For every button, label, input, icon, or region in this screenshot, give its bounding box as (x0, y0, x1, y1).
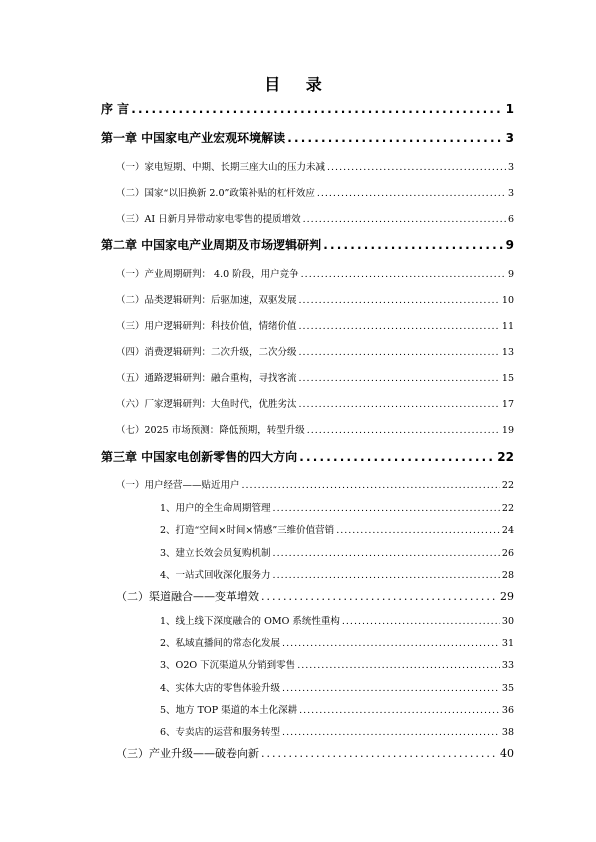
toc-entry-section[interactable] (116, 370, 514, 384)
toc-entry-label: （三）AI 日新月异带动家电零售的提质增效 (116, 214, 301, 225)
leader-dots (287, 131, 503, 145)
toc-entry-label: （三）产业升级——破卷向新 (116, 747, 259, 760)
toc-entry-page: 26 (501, 548, 514, 559)
toc-entry-page: 22 (501, 503, 514, 514)
toc-entry-page: 11 (501, 321, 514, 332)
toc-entry-section[interactable] (116, 396, 514, 410)
leader-dots (273, 548, 500, 559)
leader-dots (299, 705, 500, 716)
toc-entry-page: 38 (501, 727, 514, 738)
toc-entry-page: 28 (501, 570, 514, 581)
leader-dots (261, 590, 498, 603)
toc-entry-label: 1、用户的全生命周期管理 (160, 503, 271, 514)
leader-dots (323, 238, 503, 252)
leader-dots (299, 295, 500, 306)
toc-entry-label: 3、建立长效会员复购机制 (160, 548, 271, 559)
toc-entry-label: 4、一站式回收深化服务力 (160, 570, 271, 581)
toc-entry-page: 29 (500, 590, 514, 603)
toc-entry-page: 19 (501, 425, 514, 436)
leader-dots (301, 269, 506, 280)
toc-entry-chapter-3[interactable] (101, 448, 514, 465)
toc-entry-label: 序 言 (101, 102, 130, 116)
toc-entry-subsection[interactable] (160, 657, 514, 671)
toc-entry-label: （五）通路逻辑研判：融合重构，寻找客流 (116, 373, 297, 384)
toc-entry-section[interactable] (116, 266, 514, 280)
toc-entry-section[interactable] (116, 588, 514, 604)
leader-dots (299, 321, 500, 332)
toc-entry-subsection[interactable] (160, 702, 514, 716)
leader-dots (299, 373, 500, 384)
toc-entry-label: 6、专卖店的运营和服务转型 (160, 727, 281, 738)
toc-entry-section[interactable] (116, 422, 514, 436)
toc-entry-page: 10 (501, 295, 514, 306)
toc-entry-page: 22 (497, 450, 514, 464)
toc-entry-page: 33 (501, 660, 514, 671)
toc-entry-page: 35 (501, 683, 514, 694)
leader-dots (303, 214, 506, 225)
toc-entry-label: 4、实体大店的零售体验升级 (160, 683, 281, 694)
toc-entry-label: （六）厂家逻辑研判：大鱼时代，优胜劣汰 (116, 399, 297, 410)
toc-entry-subsection[interactable] (160, 545, 514, 559)
leader-dots (273, 503, 500, 514)
toc-entry-page: 22 (501, 480, 514, 491)
toc-entry-page: 17 (501, 399, 514, 410)
toc-entry-label: （七）2025 市场预测：降低预期，转型升级 (116, 425, 305, 436)
leader-dots (299, 347, 500, 358)
leader-dots (261, 747, 498, 760)
toc-entry-label: 第一章 中国家电产业宏观环境解读 (101, 131, 286, 145)
toc-entry-subsection[interactable] (160, 724, 514, 738)
toc-entry-page: 3 (507, 162, 514, 173)
toc-entry-chapter-1[interactable] (101, 129, 514, 146)
toc-entry-label: （二）国家“以旧换新 2.0”政策补贴的杠杆效应 (116, 188, 315, 199)
toc-entry-page: 3 (505, 131, 514, 145)
toc-entry-label: （三）用户逻辑研判：科技价值，情绪价值 (116, 321, 297, 332)
toc-entry-label: （二）品类逻辑研判：后驱加速，双驱发展 (116, 295, 297, 306)
leader-dots (299, 399, 500, 410)
toc-entry-page: 9 (507, 269, 514, 280)
leader-dots (342, 616, 500, 627)
toc-entry-page: 15 (501, 373, 514, 384)
toc-entry-section[interactable] (116, 344, 514, 358)
toc-entry-chapter-2[interactable] (101, 236, 514, 253)
toc-entry-label: （一）用户经营——贴近用户 (116, 480, 240, 491)
toc-entry-label: 5、地方 TOP 渠道的本土化深耕 (160, 705, 298, 716)
leader-dots (242, 480, 500, 491)
leader-dots (282, 683, 500, 694)
toc-entry-page: 3 (507, 188, 514, 199)
toc-entry-page: 1 (505, 102, 514, 116)
toc-entry-label: 第三章 中国家电创新零售的四大方向 (101, 450, 298, 464)
toc-entry-page: 31 (501, 638, 514, 649)
toc-entry-preface[interactable] (101, 100, 514, 117)
leader-dots (273, 570, 500, 581)
toc-entry-page: 40 (500, 747, 514, 760)
leader-dots (336, 525, 500, 536)
toc-entry-page: 36 (501, 705, 514, 716)
toc-entry-page: 9 (505, 238, 514, 252)
toc-entry-label: 2、打造“空间×时间×情感”三维价值营销 (160, 525, 335, 536)
leader-dots (317, 188, 506, 199)
toc-entry-page: 6 (507, 214, 514, 225)
leader-dots (299, 450, 495, 464)
toc-title: 目 录 (264, 75, 332, 94)
toc-entry-section[interactable] (116, 477, 514, 491)
toc-entry-page: 13 (501, 347, 514, 358)
toc-entry-page: 24 (501, 525, 514, 536)
toc-entry-subsection[interactable] (160, 613, 514, 627)
leader-dots (282, 638, 500, 649)
leader-dots (297, 660, 500, 671)
toc-entry-label: （一）产业周期研判： 4.0 阶段，用户竞争 (116, 269, 299, 280)
leader-dots (307, 425, 500, 436)
toc-entry-label: 第二章 中国家电产业周期及市场逻辑研判 (101, 238, 322, 252)
toc-entry-subsection[interactable] (160, 522, 514, 536)
toc-entry-label: （四）消费逻辑研判：二次升级，二次分级 (116, 347, 297, 358)
leader-dots (131, 102, 503, 116)
toc-entry-subsection[interactable] (160, 567, 514, 581)
leader-dots (327, 162, 506, 173)
toc-entry-label: 2、私域直播间的常态化发展 (160, 638, 281, 649)
toc-entry-subsection[interactable] (160, 680, 514, 694)
leader-dots (282, 727, 500, 738)
toc-entry-section[interactable] (116, 292, 514, 306)
toc-entry-label: （二）渠道融合——变革增效 (116, 590, 259, 603)
toc-entry-subsection[interactable] (160, 500, 514, 514)
toc-entry-section[interactable] (116, 211, 514, 225)
toc-entry-subsection[interactable] (160, 635, 514, 649)
toc-entry-label: 1、线上线下深度融合的 OMO 系统性重构 (160, 616, 340, 627)
toc-entry-section[interactable] (116, 745, 514, 761)
toc-entry-label: （一）家电短期、中期、长期三座大山的压力未减 (116, 162, 326, 173)
toc-entry-page: 30 (501, 616, 514, 627)
toc-entry-label: 3、O2O 下沉渠道从分销到零售 (160, 660, 296, 671)
toc-entry-section[interactable] (116, 159, 514, 173)
toc-entry-section[interactable] (116, 318, 514, 332)
toc-entry-section[interactable] (116, 185, 514, 199)
